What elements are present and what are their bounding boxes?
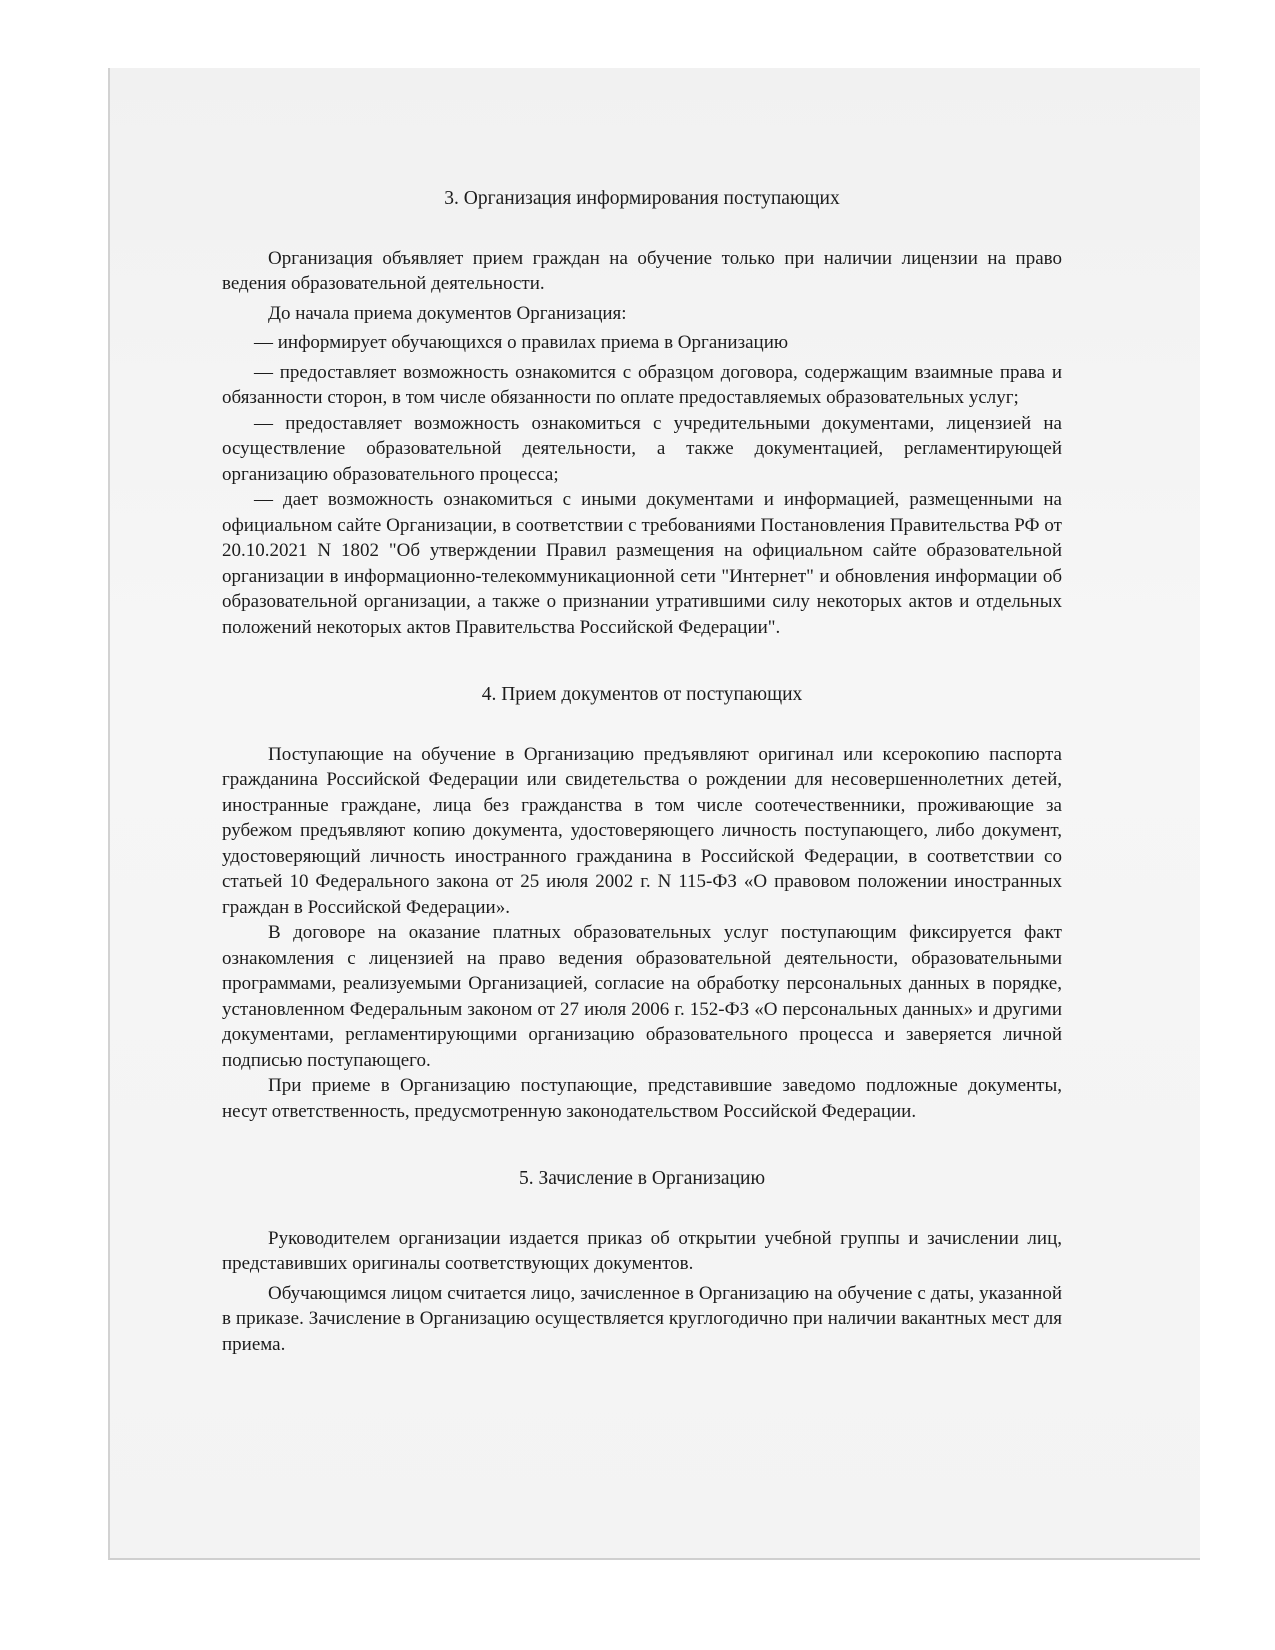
section-4-paragraph-2: В договоре на оказание платных образовательных услуг поступающим фиксируется факт ознакомления с лицензией на право ведения образовательной деятельности, образовательными программами, реализуемыми Организацией, согласие на обработку персональных данных в порядке, установленном Федеральным законом от 27 июля 2006 г. 152-ФЗ «О персональных данных» и другими документами, регламентирующими организацию образовательного процесса и заверяется личной подписью поступающего. xyxy=(222,922,1062,1071)
section-5-paragraph-1: Руководителем организации издается приказ об открытии учебной группы и зачислении лиц, представивших оригиналы соответствующих документов. xyxy=(222,1227,1062,1274)
section-3-bullet-2: — предоставляет возможность ознакомится с образцом договора, содержащим взаимные права и обязанности сторон, в том числе обязанности по оплате предоставляемых образовательных услуг; xyxy=(222,361,1062,408)
section-4-heading: 4. Прием документов от поступающих xyxy=(481,684,803,705)
spacer xyxy=(222,640,1062,668)
section-5-paragraph-2: Обучающимся лицом считается лицо, зачисленное в Организацию на обучение с даты, указанной в приказе. Зачисление в Организацию осуществляется круглогодично при наличии вакантных мест для приема. xyxy=(222,1282,1062,1355)
section-3-heading: 3. Организация информирования поступающих xyxy=(444,188,840,209)
section-5-heading: 5. Зачисление в Организацию xyxy=(518,1168,766,1189)
section-4-paragraph-3: При приеме в Организацию поступающие, представившие заведомо подложные документы, несут ответственность, предусмотренную законодательством Российской Федерации. xyxy=(222,1075,1062,1122)
section-3-paragraph-2: До начала приема документов Организация: xyxy=(268,302,627,324)
section-3-paragraph-1: Организация объявляет прием граждан на обучение только при наличии лицензии на право ведения образовательной деятельности. xyxy=(222,247,1062,294)
document-body xyxy=(222,178,1062,1357)
section-4-paragraph-1: Поступающие на обучение в Организацию предъявляют оригинал или ксерокопию паспорта гражданина Российской Федерации или свидетельства о рождении для несовершеннолетних детей, иностранные граждане, лица без гражданства в том числе соотечественники, проживающие за рубежом предъявляют копию документа, удостоверяющего личность поступающего, либо документ, удостоверяющий личность иностранного гражданина в Российской Федерации, в соответствии со статьей 10 Федерального закона от 25 июля 2002 г. N 115-ФЗ «О правовом положении иностранных граждан в Российской Федерации». xyxy=(222,743,1062,918)
section-3-bullet-1: — информирует обучающихся о правилах приема в Организацию xyxy=(254,332,789,353)
section-3-bullet-3: — предоставляет возможность ознакомиться с учредительными документами, лицензией на осуществление образовательной деятельности, а также документацией, регламентирующей организацию образовательного процесса; xyxy=(222,412,1062,485)
section-3-bullet-4: — дает возможность ознакомиться с иными документами и информацией, размещенными на официальном сайте Организации, в соответствии с требованиями Постановления Правительства РФ от 20.10.2021 N 1802 "Об утверждении Правил размещения на официальном сайте образовательной организации в информационно-телекоммуникационной сети "Интернет" и обновления информации об образовательной организации, а также о признании утратившими силу некоторых актов и отдельных положений некоторых актов Правительства Российской Федерации". xyxy=(222,489,1062,638)
spacer xyxy=(222,1124,1062,1152)
